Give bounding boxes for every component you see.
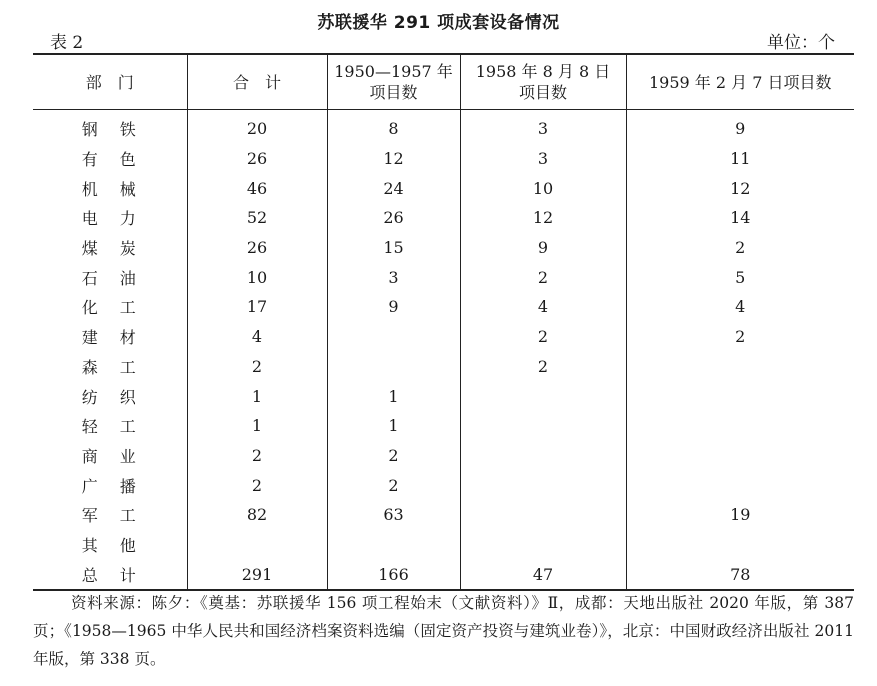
cell-1958: 2 <box>460 322 626 352</box>
table-number: 表 2 <box>50 33 84 53</box>
cell-1950-1957: 3 <box>327 262 460 292</box>
cell-1950-1957: 8 <box>327 110 460 144</box>
cell-1950-1957: 24 <box>327 173 460 203</box>
cell-1958: 9 <box>460 233 626 263</box>
cell-department: 商业 <box>81 446 158 466</box>
cell-department: 有色 <box>81 150 158 170</box>
table-row <box>33 559 854 590</box>
cell-1950-1957: 12 <box>327 144 460 174</box>
cell-department: 森工 <box>81 357 158 377</box>
header-cell-1950-1957 <box>327 54 460 110</box>
cell-1959: 11 <box>626 144 854 174</box>
header-cell-text: 部 门 <box>85 72 134 92</box>
header-cell-1959 <box>626 54 854 110</box>
header-cell-department <box>33 54 187 110</box>
cell-1959: 14 <box>626 203 854 233</box>
cell-1958: 2 <box>460 352 626 382</box>
table-row <box>33 203 854 233</box>
header-cell-subtext: 项目数 <box>518 83 567 102</box>
header-cell-text: 1958 年 8 月 8 日 <box>475 62 611 81</box>
cell-1950-1957: 2 <box>327 470 460 500</box>
table-row <box>33 352 854 382</box>
cell-1950-1957 <box>327 530 460 560</box>
data-table <box>33 53 854 591</box>
cell-total <box>187 530 327 560</box>
cell-1950-1957 <box>327 352 460 382</box>
cell-1958: 3 <box>460 144 626 174</box>
cell-department: 石油 <box>81 268 158 288</box>
cell-department: 建材 <box>81 328 158 348</box>
cell-department: 军工 <box>81 506 158 526</box>
table-row <box>33 262 854 292</box>
cell-total: 46 <box>187 173 327 203</box>
unit-label: 单位：个 <box>767 33 835 53</box>
table-row <box>33 500 854 530</box>
source-note: 资料来源：陈夕：《奠基：苏联援华 156 项工程始末（文献资料）》Ⅱ，成都：天地出版社 2020 年版，第 387 页；《1958—1965 中华人民共和国经济档案资料选编（固定资产投资与建筑业卷）》，北京：中国财政经济出版社 2011 年版，第 338 页。 <box>33 594 854 668</box>
cell-1958 <box>460 470 626 500</box>
cell-1959 <box>626 470 854 500</box>
cell-1959 <box>626 381 854 411</box>
table-row <box>33 441 854 471</box>
cell-1959 <box>626 352 854 382</box>
cell-1959 <box>626 411 854 441</box>
cell-1950-1957: 9 <box>327 292 460 322</box>
cell-total: 2 <box>187 441 327 471</box>
cell-total: 20 <box>187 110 327 144</box>
cell-1959: 5 <box>626 262 854 292</box>
table-row <box>33 322 854 352</box>
cell-department: 化工 <box>81 298 158 318</box>
cell-1958: 12 <box>460 203 626 233</box>
cell-1950-1957 <box>327 322 460 352</box>
cell-total: 2 <box>187 352 327 382</box>
cell-1958: 3 <box>460 110 626 144</box>
table-title: 苏联援华 291 项成套设备情况 <box>317 13 560 33</box>
table-header-row <box>33 54 854 110</box>
cell-1950-1957: 63 <box>327 500 460 530</box>
cell-1959: 19 <box>626 500 854 530</box>
cell-1959: 12 <box>626 173 854 203</box>
cell-department: 纺织 <box>81 387 158 407</box>
cell-1958: 10 <box>460 173 626 203</box>
table-row <box>33 233 854 263</box>
cell-1958 <box>460 411 626 441</box>
cell-1959 <box>626 441 854 471</box>
cell-department: 轻工 <box>81 417 158 437</box>
cell-1950-1957: 1 <box>327 411 460 441</box>
cell-total: 17 <box>187 292 327 322</box>
cell-total: 82 <box>187 500 327 530</box>
cell-department: 其他 <box>81 535 158 555</box>
table-row <box>33 144 854 174</box>
cell-1950-1957: 26 <box>327 203 460 233</box>
cell-department: 钢铁 <box>81 120 158 140</box>
cell-total: 2 <box>187 470 327 500</box>
cell-total: 1 <box>187 381 327 411</box>
cell-total: 10 <box>187 262 327 292</box>
cell-1959: 78 <box>626 559 854 590</box>
cell-1959: 2 <box>626 322 854 352</box>
table-row <box>33 530 854 560</box>
header-cell-1958 <box>460 54 626 110</box>
cell-department: 电力 <box>81 209 158 229</box>
table-row <box>33 110 854 144</box>
header-cell-text: 1959 年 2 月 7 日项目数 <box>648 72 832 92</box>
cell-1958: 47 <box>460 559 626 590</box>
cell-department: 总计 <box>33 559 187 590</box>
cell-total: 52 <box>187 203 327 233</box>
cell-1959 <box>626 530 854 560</box>
table-row <box>33 381 854 411</box>
cell-1959: 9 <box>626 110 854 144</box>
cell-department: 广播 <box>81 476 158 496</box>
cell-1958: 4 <box>460 292 626 322</box>
cell-total: 26 <box>187 233 327 263</box>
header-cell-text: 合 计 <box>232 72 281 92</box>
header-cell-text: 1950—1957 年 <box>334 62 453 81</box>
cell-1959: 4 <box>626 292 854 322</box>
table-row <box>33 470 854 500</box>
table-body <box>33 110 854 591</box>
table-row <box>33 292 854 322</box>
cell-1958 <box>460 530 626 560</box>
table-row <box>33 173 854 203</box>
cell-total: 4 <box>187 322 327 352</box>
table-row <box>33 411 854 441</box>
cell-1950-1957: 1 <box>327 381 460 411</box>
cell-total: 291 <box>187 559 327 590</box>
cell-1959: 2 <box>626 233 854 263</box>
header-cell-subtext: 项目数 <box>369 83 418 102</box>
cell-1950-1957: 2 <box>327 441 460 471</box>
cell-total: 1 <box>187 411 327 441</box>
cell-1958 <box>460 500 626 530</box>
cell-1958 <box>460 441 626 471</box>
cell-1950-1957: 166 <box>327 559 460 590</box>
cell-1958: 2 <box>460 262 626 292</box>
cell-department: 煤炭 <box>81 239 158 259</box>
cell-total: 26 <box>187 144 327 174</box>
cell-1958 <box>460 381 626 411</box>
header-cell-total <box>187 54 327 110</box>
cell-department: 机械 <box>81 179 158 199</box>
cell-1950-1957: 15 <box>327 233 460 263</box>
